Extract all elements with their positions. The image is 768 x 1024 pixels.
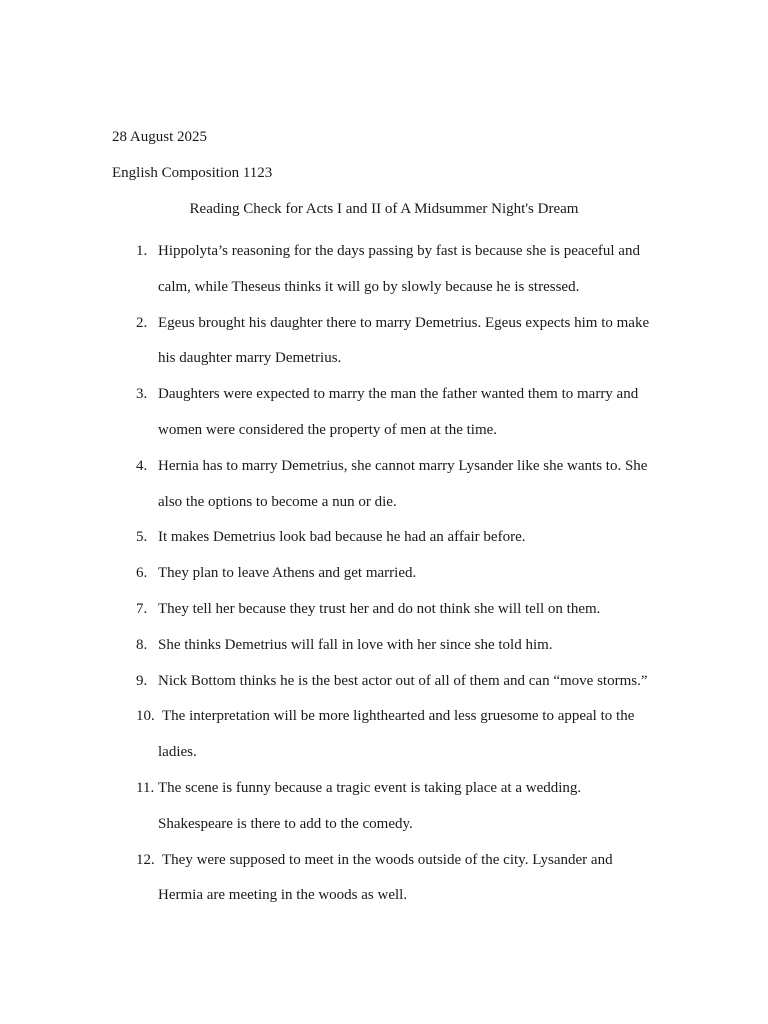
list-item (0, 449, 658, 521)
item-text: Hippolyta’s reasoning for the days passing by fast is because she is peaceful and calm, while Theseus thinks it will go by slowly because he is stressed. (158, 243, 640, 295)
list-item (0, 592, 658, 628)
list-item (0, 306, 658, 378)
list-item (0, 520, 658, 556)
list-item (0, 664, 658, 700)
date-line: 28 August 2025 (112, 129, 208, 145)
item-text: They plan to leave Athens and get married. (158, 565, 417, 582)
item-number: 4. (136, 457, 148, 474)
item-number: 6. (136, 565, 148, 582)
list-item (0, 556, 658, 592)
list-item (0, 377, 658, 449)
item-number: 5. (136, 529, 148, 546)
item-number: 7. (136, 600, 148, 617)
item-number: 8. (136, 636, 148, 653)
item-number: 1. (136, 243, 148, 259)
item-text: Egeus brought his daughter there to marry Demetrius. Egeus expects him to make his daughter marry Demetrius. (158, 314, 650, 367)
document-title: Reading Check for Acts I and II of A Midsummer Night's Dream (189, 201, 579, 217)
item-text: The interpretation will be more lighthearted and less gruesome to appeal to the ladies. (158, 708, 635, 761)
list-item (0, 234, 658, 306)
item-number: 3. (136, 386, 148, 403)
item-text: The scene is funny because a tragic event is taking place at a wedding. Shakespeare is there to add to the comedy. (158, 779, 582, 832)
item-number: 10. (136, 708, 155, 725)
item-text: Nick Bottom thinks he is the best actor out of all of them and can “move storms.” (158, 672, 648, 689)
item-number: 12. (136, 851, 155, 868)
list-item (0, 628, 658, 664)
item-text: They were supposed to meet in the woods outside of the city. Lysander and Hermia are meeting in the woods as well. (158, 851, 613, 904)
item-text: Daughters were expected to marry the man the father wanted them to marry and women were considered the property of men at the time. (158, 386, 639, 438)
item-text: She thinks Demetrius will fall in love with her since she told him. (158, 636, 553, 653)
item-number: 2. (136, 314, 148, 331)
list-item (0, 771, 658, 843)
list-item (0, 699, 658, 771)
answer-list (0, 234, 768, 914)
course-line: English Composition 1123 (112, 165, 273, 181)
item-number: 9. (136, 672, 148, 689)
item-text: It makes Demetrius look bad because he had an affair before. (158, 529, 526, 546)
item-text: They tell her because they trust her and do not think she will tell on them. (158, 600, 601, 617)
item-text: Hernia has to marry Demetrius, she cannot marry Lysander like she wants to. She also the options to become a nun or die. (158, 457, 648, 510)
item-number: 11. (136, 779, 155, 796)
list-item (0, 843, 658, 915)
